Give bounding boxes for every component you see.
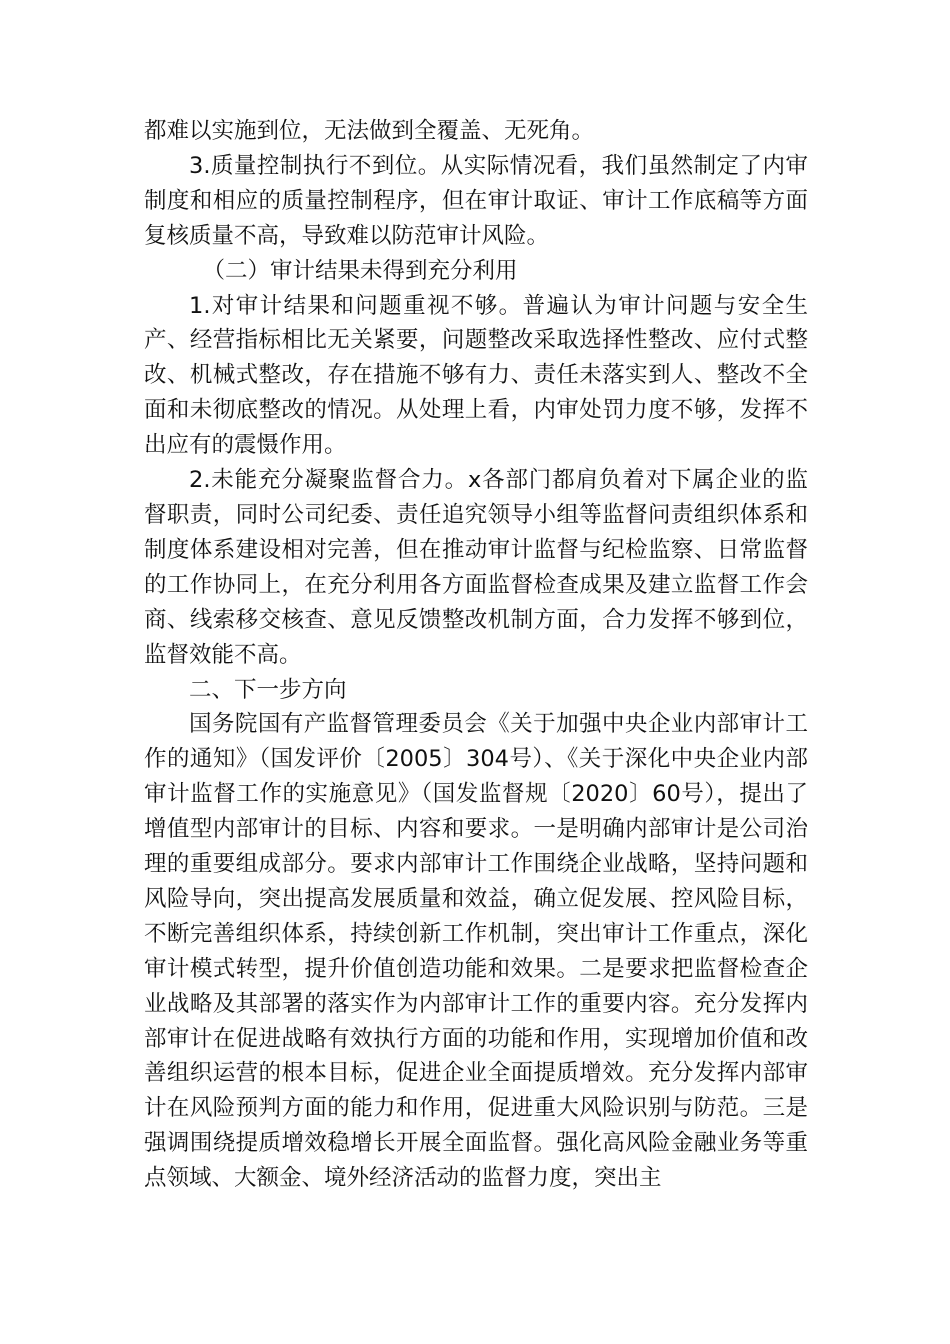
document-page	[144, 114, 808, 1196]
paragraph-supervision-synergy: 2.未能充分凝聚监督合力。x各部门都肩负着对下属企业的监督职责，同时公司纪委、责任追究领导小组等监督问责组织体系和制度体系建设相对完善，但在推动审计监督与纪检监察、日常监督的工作协同上，在充分利用各方面监督检查成果及建立监督工作会商、线索移交核查、意见反馈整改机制方面，合力发挥不够到位，监督效能不高。	[144, 467, 808, 668]
paragraph-audit-results-attention: 1.对审计结果和问题重视不够。普遍认为审计问题与安全生产、经营指标相比无关紧要，问题整改采取选择性整改、应付式整改、机械式整改，存在措施不够有力、责任未落实到人、整改不全面和未彻底整改的情况。从处理上看，内审处罚力度不够，发挥不出应有的震慑作用。	[144, 292, 808, 459]
paragraph-sasac-requirements: 国务院国有产监督管理委员会《关于加强中央企业内部审计工作的通知》（国发评价〔2005〕304号）、《关于深化中央企业内部审计监督工作的实施意见》（国发监督规〔2020〕60号），提出了增值型内部审计的目标、内容和要求。一是明确内部审计是公司治理的重要组成部分。要求内部审计工作围绕企业战略，坚持问题和风险导向，突出提高发展质量和效益，确立促发展、控风险目标，不断完善组织体系，持续创新工作机制，突出审计工作重点，深化审计模式转型，提升价值创造功能和效果。二是要求把监督检查企业战略及其部署的落实作为内部审计工作的重要内容。充分发挥内部审计在促进战略有效执行方面的功能和作用，实现增加价值和改善组织运营的根本目标，促进企业全面提质增效。充分发挥内部审计在风险预判方面的能力和作用，促进重大风险识别与防范。三是强调围绕提质增效稳增长开展全面监督。强化高风险金融业务等重点领域、大额金、境外经济活动的监督力度，突出主	[144, 711, 808, 1192]
section-heading-next-steps: 二、下一步方向	[189, 676, 347, 703]
paragraph-quality-control: 3.质量控制执行不到位。从实际情况看，我们虽然制定了内审制度和相应的质量控制程序，但在审计取证、审计工作底稿等方面复核质量不高，导致难以防范审计风险。	[144, 152, 808, 249]
paragraph-continuation: 都难以实施到位，无法做到全覆盖、无死角。	[144, 118, 595, 144]
section-heading-audit-results: （二）审计结果未得到充分利用	[202, 257, 518, 284]
